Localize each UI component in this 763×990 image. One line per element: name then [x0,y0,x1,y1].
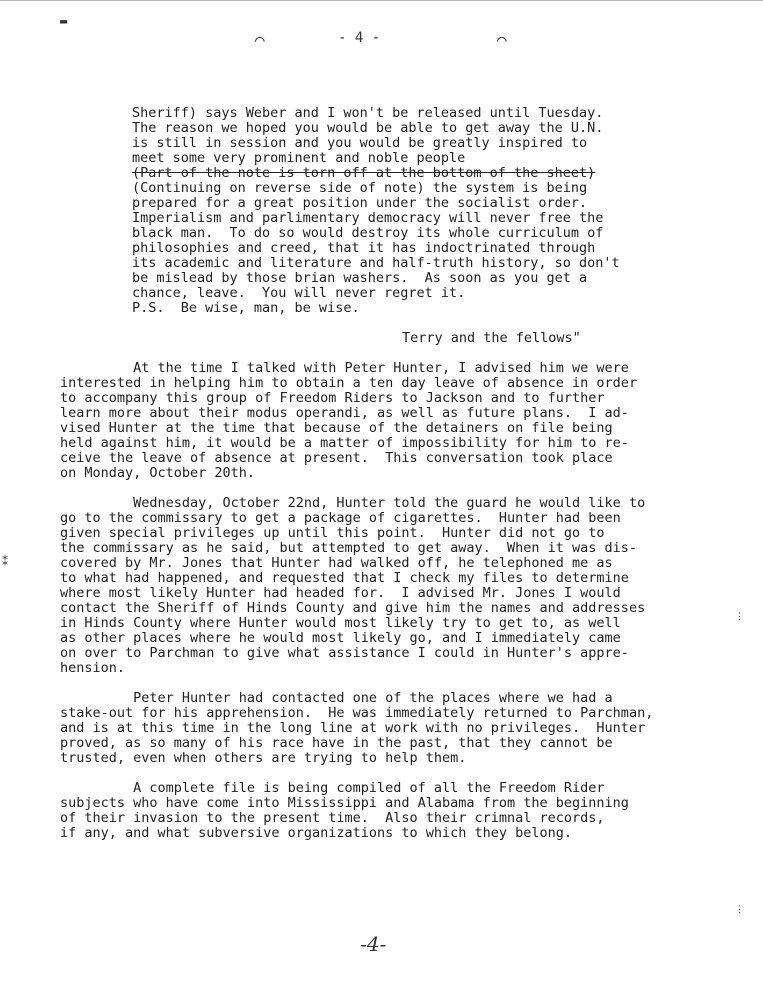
document-body [60,106,760,841]
paragraph-line: vised Hunter at the time that because of the detainers on file being [60,420,613,436]
note-signoff: Terry and the fellows" [402,330,581,346]
paragraph-line: trusted, even when others are trying to help them. [60,750,467,766]
paragraph-line: if any, and what subversive organizations to which they belong. [60,825,573,841]
quote-line: P.S. Be wise, man, be wise. [132,300,360,316]
paragraph-line: go to the commissary to get a package of cigarettes. Hunter had been [60,510,621,526]
paragraph-line: held against him, it would be a matter of impossibility for him to re- [60,435,629,451]
scan-mark: ⋮ [735,905,744,915]
quote-line: prepared for a great position under the socialist order. [132,195,588,211]
paragraph-line: Peter Hunter had contacted one of the places where we had a [60,690,613,706]
paragraph-line: At the time I talked with Peter Hunter, I advised him we were [60,360,629,376]
paragraph-line: subjects who have come into Mississippi and Alabama from the beginning [60,795,629,811]
quote-line: (Continuing on reverse side of note) the system is being [132,180,588,196]
page-number-bottom: -4- [360,932,387,956]
paragraph-line: as other places where he would most likely go, and I immediately came [60,630,621,646]
quote-line: black man. To do so would destroy its whole curriculum of [132,225,604,241]
paragraph-line: ceive the leave of absence at present. This conversation took place [60,450,613,466]
paragraph-line: A complete file is being compiled of all the Freedom Rider [60,780,605,796]
scan-mark: ⌒ [255,30,265,49]
paragraph-line: in Hinds County where Hunter would most likely try to get to, as well [60,615,621,631]
paragraph-line: where most likely Hunter had headed for. I advised Mr. Jones I would [60,585,621,601]
scan-mark: ⋮ [735,612,744,622]
paragraph-line: proved, as so many of his race have in the past, that they cannot be [60,735,613,751]
paragraph-escape [60,496,760,676]
top-edge-line [0,0,763,5]
paragraph-line: and is at this time in the long line at work with no privileges. Hunter [60,720,646,736]
paragraph-line: learn more about their modus operandi, as well as future plans. I ad- [60,405,629,421]
paragraph-line: of their invasion to the present time. Also their crimnal records, [60,810,605,826]
paragraph-line: interested in helping him to obtain a ten day leave of absence in order [60,375,638,391]
quote-line: is still in session and you would be greatly inspired to [132,135,588,151]
scan-mark: ⁑ [2,555,8,569]
quote-line: meet some very prominent and noble people [132,150,466,166]
scan-mark: ⌒ [497,30,507,49]
paragraph-line: Wednesday, October 22nd, Hunter told the guard he would like to [60,495,646,511]
paragraph-line: contact the Sheriff of Hinds County and give him the names and addresses [60,600,646,616]
quote-line: its academic and literature and half-truth history, so don't [132,255,620,271]
paragraph-file-compilation [60,781,760,841]
quote-line: chance, leave. You will never regret it. [132,285,466,301]
paragraph-line: the commissary as he said, but attempted to get away. When it was dis- [60,540,638,556]
paragraph-leave-request [60,361,760,481]
paragraph-apprehension [60,691,760,766]
paragraph-line: hension. [60,660,126,676]
paragraph-line: to what had happened, and requested that I check my files to determine [60,570,629,586]
quote-line: The reason we hoped you would be able to get away the U.N. [132,120,604,136]
paragraph-line: on over to Parchman to give what assistance I could in Hunter's appre- [60,645,629,661]
page-number-top: - 4 - [338,30,381,46]
quote-line: be mislead by those brian washers. As soon as you get a [132,270,588,286]
paragraph-line: on Monday, October 20th. [60,465,256,481]
paragraph-line: to accompany this group of Freedom Riders to Jackson and to further [60,390,605,406]
paragraph-line: stake-out for his apprehension. He was immediately returned to Parchman, [60,705,654,721]
torn-note-remark: (Part of the note is torn off at the bottom of the sheet) [132,165,596,181]
quoted-note [60,106,760,316]
quote-line: Imperialism and parlimentary democracy will never free the [132,210,604,226]
quote-line: philosophies and creed, that it has indoctrinated through [132,240,596,256]
paragraph-line: covered by Mr. Jones that Hunter had walked off, he telephoned me as [60,555,613,571]
paragraph-line: given special privileges up until this point. Hunter did not go to [60,525,605,541]
quote-line: Sheriff) says Weber and I won't be released until Tuesday. [132,105,604,121]
scan-mark: ▬ [60,14,68,28]
